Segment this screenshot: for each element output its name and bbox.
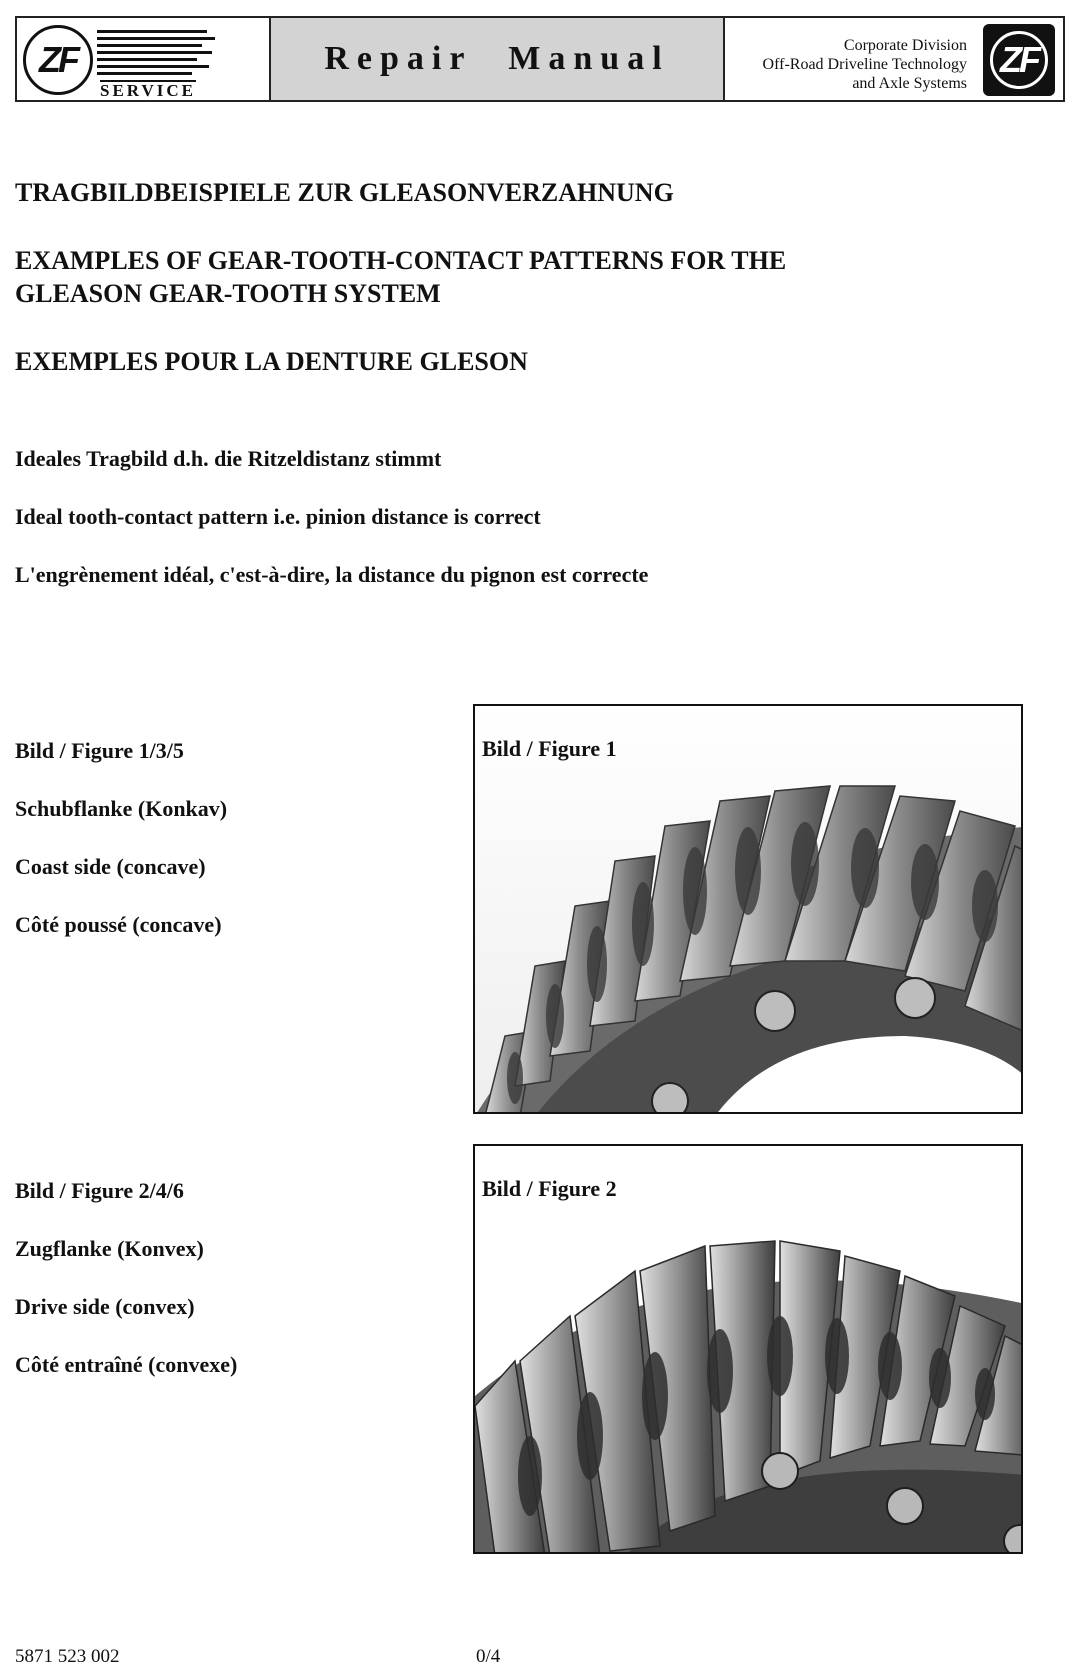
page-header xyxy=(15,16,1065,102)
heading-german: TRAGBILDBEISPIELE ZUR GLEASONVERZAHNUNG xyxy=(15,178,674,207)
figure1-english: Coast side (concave) xyxy=(15,854,206,879)
zf-logo-icon: ZF xyxy=(983,24,1055,96)
figure1-image xyxy=(473,704,1023,1114)
service-label: SERVICE xyxy=(100,81,196,100)
division-text xyxy=(763,36,967,93)
figure1-german: Schubflanke (Konkav) xyxy=(15,796,228,821)
figure1-reference: Bild / Figure 1/3/5 xyxy=(15,738,184,763)
figure1-caption: Bild / Figure 1 xyxy=(482,736,617,761)
document-title: Repair Manual xyxy=(271,18,725,100)
figure2-german: Zugflanke (Konvex) xyxy=(15,1236,204,1261)
intro-french: L'engrènement idéal, c'est-à-dire, la distance du pignon est correcte xyxy=(15,562,649,587)
division-line: Corporate Division xyxy=(843,37,967,54)
gear-coast-side-image xyxy=(475,706,1023,1114)
page-number: 0/4 xyxy=(476,1646,501,1667)
heading-english-line2: GLEASON GEAR-TOOTH SYSTEM xyxy=(15,279,441,308)
heading-english-line1: EXAMPLES OF GEAR-TOOTH-CONTACT PATTERNS FOR THE xyxy=(15,246,787,275)
intro-english: Ideal tooth-contact pattern i.e. pinion distance is correct xyxy=(15,504,541,529)
gear-drive-side-image xyxy=(475,1146,1023,1554)
figure1-french: Côté poussé (concave) xyxy=(15,912,222,937)
heading-french: EXEMPLES POUR LA DENTURE GLESON xyxy=(15,347,528,376)
intro-german: Ideales Tragbild d.h. die Ritzeldistanz stimmt xyxy=(15,446,442,471)
division-line: and Axle Systems xyxy=(852,75,967,92)
figure2-english: Drive side (convex) xyxy=(15,1294,195,1319)
figure2-french: Côté entraîné (convexe) xyxy=(15,1352,238,1377)
figure2-image xyxy=(473,1144,1023,1554)
division-line: Off-Road Driveline Technology xyxy=(762,56,967,73)
speed-lines-icon xyxy=(97,28,217,76)
figure2-caption: Bild / Figure 2 xyxy=(482,1176,617,1201)
figure2-reference: Bild / Figure 2/4/6 xyxy=(15,1178,184,1203)
zf-service-logo xyxy=(17,18,271,100)
zf-logo-icon: ZF xyxy=(23,25,93,95)
division-block xyxy=(725,18,1063,100)
document-number: 5871 523 002 xyxy=(15,1646,120,1667)
